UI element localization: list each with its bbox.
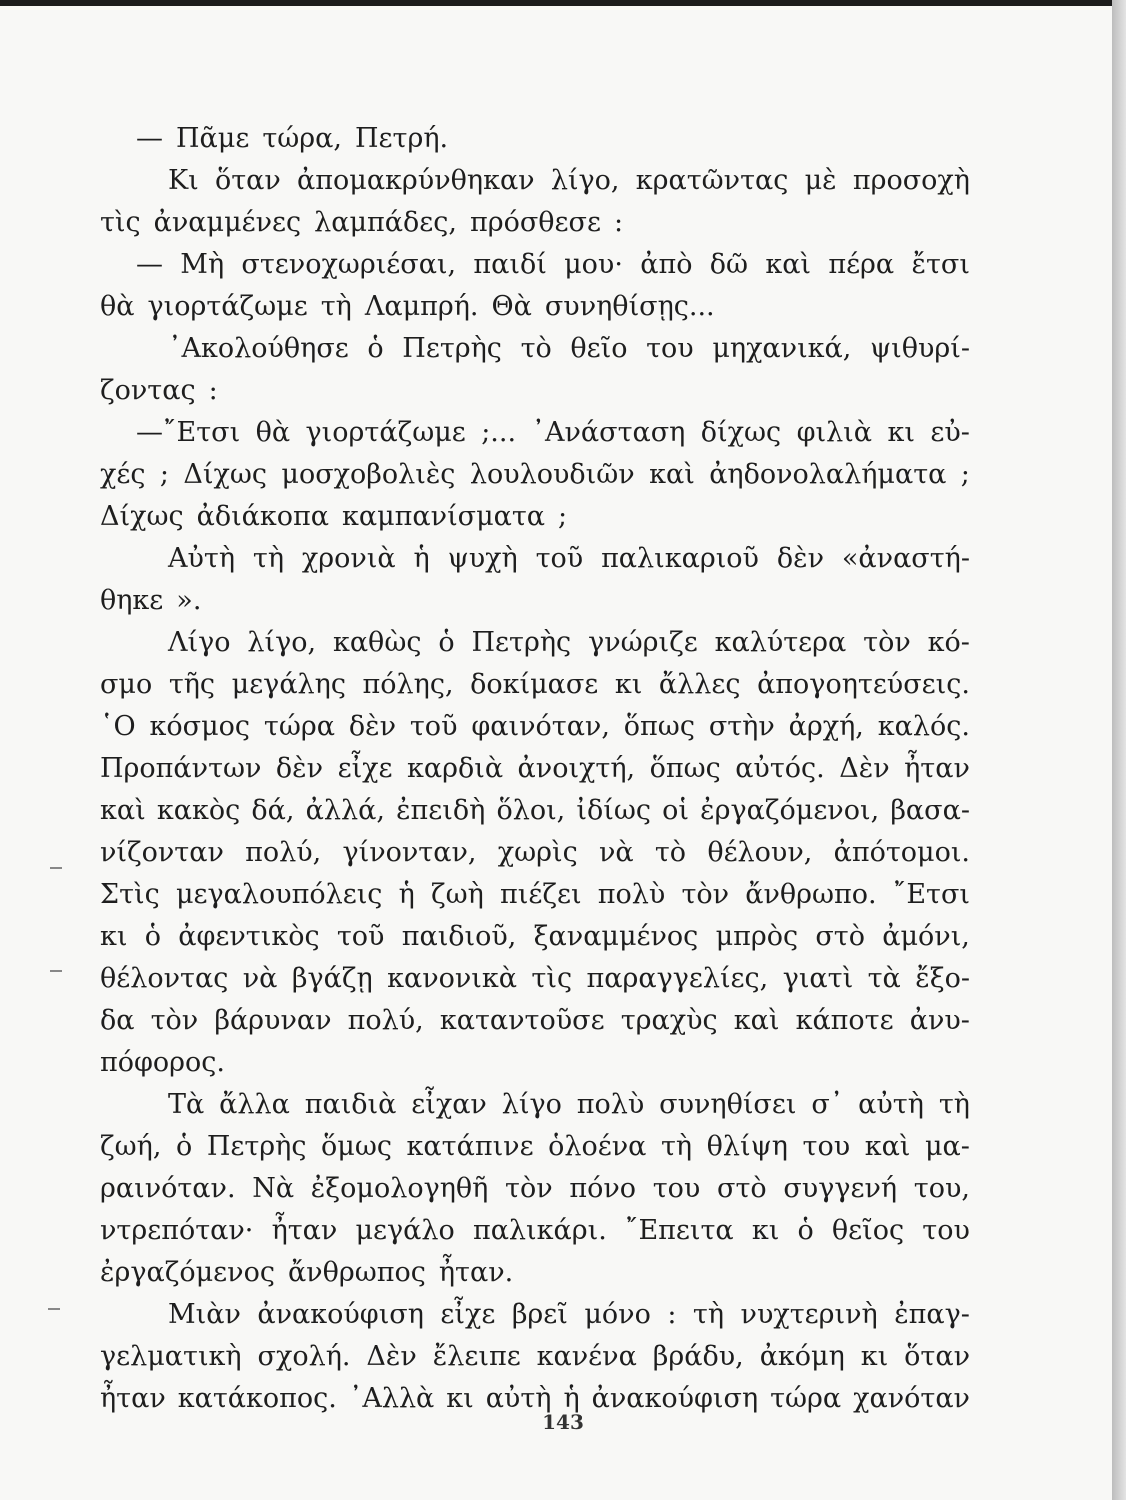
text-word: δα — [100, 1005, 135, 1036]
text-word: αὐτός. — [735, 753, 825, 784]
text-word: ὅπως — [623, 711, 695, 742]
text-word: στὸ — [815, 921, 865, 952]
text-line — [100, 1252, 970, 1294]
text-line — [100, 1294, 970, 1336]
text-word: τοῦ — [409, 711, 458, 742]
text-word: πιέζει — [500, 879, 582, 910]
text-word: χανόταν — [853, 1383, 970, 1414]
text-line — [100, 244, 970, 286]
text-word: ; — [960, 459, 970, 490]
text-word: «ἀναστή- — [841, 543, 970, 574]
text-word: Δὲν — [839, 753, 890, 784]
text-word: μου· — [564, 249, 623, 280]
text-word: τοῦ — [336, 921, 385, 952]
text-word: ὁ — [144, 921, 161, 952]
text-word: ὁ — [438, 627, 455, 658]
text-word: ῾Ο — [100, 711, 136, 742]
text-word: Μιὰν — [168, 1299, 241, 1330]
text-word: τὸν — [681, 879, 730, 910]
text-word: ἐργαζόμενος — [100, 1257, 275, 1288]
text-word: κό- — [927, 627, 970, 658]
text-word: παιδιοῦ, — [401, 921, 517, 952]
text-word: στὸ — [717, 1173, 767, 1204]
text-word: ἀπογοητεύσεις. — [757, 669, 970, 700]
text-word: γιορτάζωμε — [305, 417, 466, 448]
text-word: ἀναμμένες — [153, 207, 302, 238]
text-word: τὶς — [100, 207, 141, 238]
text-word: πολὺ — [597, 879, 666, 910]
text-word: στὴν — [708, 711, 775, 742]
text-word: Δὲν — [366, 1341, 417, 1372]
text-word: ζωὴ — [431, 879, 484, 910]
text-word: δοκίμασε — [470, 669, 599, 700]
text-word: ἰδίως — [576, 795, 651, 826]
text-word: θεῖο — [570, 333, 628, 364]
text-word: ἀμόνι, — [882, 921, 970, 952]
text-word: τῆς — [168, 669, 216, 700]
text-word: λουλουδιῶν — [469, 459, 635, 490]
text-line — [100, 790, 970, 832]
text-word: καὶ — [733, 1005, 780, 1036]
text-word: καὶ — [765, 249, 812, 280]
text-word: τὴ — [938, 1089, 970, 1120]
text-word: ἄνθρωπο. — [745, 879, 877, 910]
text-line — [100, 580, 970, 622]
text-word: δῶ — [709, 249, 749, 280]
text-word: κι — [860, 1341, 889, 1372]
text-word: μεγάλης — [231, 669, 346, 700]
text-word: τὸν — [863, 627, 911, 658]
text-word: Πᾶμε — [176, 123, 250, 154]
text-word: Λαμπρή. — [364, 291, 479, 322]
text-word: πολὺ — [576, 1089, 645, 1120]
text-word: βασα- — [890, 795, 970, 826]
text-line — [100, 370, 970, 412]
text-word: Πετρὴς — [402, 333, 502, 364]
text-line — [100, 706, 970, 748]
text-word: εἶχε — [440, 1299, 496, 1330]
text-word: σχολή. — [257, 1341, 351, 1372]
text-word: : — [613, 207, 624, 238]
text-word: Θὰ — [491, 291, 532, 322]
text-word: μὲ — [804, 165, 837, 196]
text-word: ἐπαγ- — [894, 1299, 970, 1330]
text-word: κι — [614, 669, 643, 700]
text-word: φιλιὰ — [796, 417, 873, 448]
text-word: ζωή, — [100, 1131, 162, 1162]
text-word: συνηθίσει — [659, 1089, 797, 1120]
text-word: κατάπινε — [406, 1131, 534, 1162]
text-line — [100, 874, 970, 916]
text-word: παραγγελίες, — [586, 963, 769, 994]
text-word: κανονικὰ — [387, 963, 517, 994]
text-word: γίνονταν, — [342, 837, 477, 868]
text-word: τὸν — [150, 1005, 199, 1036]
text-word: καὶ — [649, 459, 695, 490]
text-word: δὲν — [776, 543, 825, 574]
text-word: οἱ — [662, 795, 689, 826]
text-word: ἀνακούφιση — [591, 1383, 759, 1414]
text-word: ἡ — [413, 543, 430, 574]
text-word: Πετρὴς — [206, 1131, 307, 1162]
text-word: ἄνθρωπος — [287, 1257, 426, 1288]
text-line — [100, 1168, 970, 1210]
text-line — [100, 1042, 970, 1084]
text-word: παιδιὰ — [304, 1089, 397, 1120]
text-line — [100, 1126, 970, 1168]
text-word: θέλουν, — [707, 837, 813, 868]
margin-mark — [50, 867, 62, 869]
text-word: ὅταν — [214, 165, 281, 196]
text-word: ἄλλα — [219, 1089, 290, 1120]
text-word: σμο — [100, 669, 153, 700]
text-word: βάρυναν — [214, 1005, 332, 1036]
body-text — [100, 118, 970, 1420]
text-line — [100, 958, 970, 1000]
text-word: συγγενή — [783, 1173, 898, 1204]
text-word: : — [208, 375, 218, 406]
text-word: ἔλειπε — [432, 1341, 521, 1372]
text-word: ἡ — [398, 879, 415, 910]
text-word: κόσμος — [149, 711, 251, 742]
text-word: θὰ — [255, 417, 291, 448]
text-word: Πετρή. — [354, 123, 449, 154]
text-word: Αὐτὴ — [168, 543, 236, 574]
page-edge — [1112, 0, 1126, 1500]
text-line — [100, 1336, 970, 1378]
text-word: Πετρὴς — [471, 627, 572, 658]
text-word: ;... — [481, 417, 517, 448]
text-word: ὅμως — [321, 1131, 392, 1162]
text-word: ἐξομολογηθῆ — [310, 1173, 489, 1204]
margin-mark — [50, 970, 62, 972]
text-word: τὰ — [867, 963, 901, 994]
text-word: τὸ — [654, 837, 687, 868]
text-word: μα- — [924, 1131, 970, 1162]
text-word: γιορτάζωμε — [147, 291, 308, 322]
text-word: λαμπάδες, — [314, 207, 457, 238]
text-word: νὰ — [598, 837, 634, 868]
text-word: ἀνακούφιση — [257, 1299, 424, 1330]
text-word: καρδιὰ — [407, 753, 504, 784]
text-word: μεγάλο — [355, 1215, 455, 1246]
text-line — [100, 748, 970, 790]
text-word: ᾿Ανάσταση — [531, 417, 686, 448]
text-word: πόλης, — [362, 669, 454, 700]
text-word: του — [646, 333, 694, 364]
page-number: 143 — [542, 1410, 584, 1434]
text-word: — — [136, 123, 163, 154]
text-word: κι — [751, 1215, 780, 1246]
text-word: αὐτὴ — [858, 1089, 924, 1120]
text-word: ὁλοένα — [548, 1131, 647, 1162]
text-word: ὅλοι, — [496, 795, 566, 826]
text-word: τὸ — [520, 333, 552, 364]
text-word: ». — [176, 585, 202, 616]
text-word: ξαναμμένος — [533, 921, 699, 952]
text-word: ἐπειδὴ — [396, 795, 486, 826]
text-word: κάποτε — [795, 1005, 894, 1036]
text-word: αὐτὴ — [485, 1383, 552, 1414]
text-word: πόφορος. — [100, 1047, 225, 1078]
text-word: κανένα — [536, 1341, 637, 1372]
text-word: θηκε — [100, 585, 164, 616]
text-line — [100, 412, 970, 454]
text-word: βγάζῃ — [291, 963, 373, 994]
text-word: πολύ, — [245, 837, 322, 868]
text-word: κι — [887, 417, 915, 448]
text-word: τώρα — [770, 1383, 842, 1414]
text-word: θὰ — [100, 291, 135, 322]
text-word: σ᾿ — [811, 1089, 844, 1120]
text-word: δὲν — [275, 753, 324, 784]
text-word: τοῦ — [535, 543, 584, 574]
text-word: γνώριζε — [588, 627, 698, 658]
text-word: ᾿Ακολούθησε — [168, 333, 349, 364]
text-word: μεγαλουπόλεις — [175, 879, 383, 910]
text-line — [100, 1210, 970, 1252]
text-word: δίχως — [700, 417, 782, 448]
text-word: γελματικὴ — [100, 1341, 242, 1372]
text-word: ἀδιάκοπα — [196, 501, 330, 532]
text-word: βράδυ, — [652, 1341, 744, 1372]
text-word: τὴ — [660, 1131, 693, 1162]
text-line — [100, 286, 970, 328]
text-word: του, — [913, 1173, 970, 1204]
text-word: ἀπὸ — [640, 249, 693, 280]
text-word: ῎Ετσι — [892, 879, 970, 910]
text-word: ; — [558, 501, 568, 532]
text-word: του — [802, 1131, 851, 1162]
text-word: προσοχὴ — [852, 165, 970, 196]
text-word: ἦταν — [904, 753, 970, 784]
text-word: Μὴ — [180, 249, 225, 280]
text-line — [100, 454, 970, 496]
text-word: δά, — [251, 795, 295, 826]
text-word: μπρὸς — [715, 921, 799, 952]
text-word: φαινόταν, — [471, 711, 610, 742]
text-word: ψιθυρί- — [869, 333, 970, 364]
text-word: ὁ — [367, 333, 384, 364]
text-word: ἀπομακρύνθηκαν — [297, 165, 535, 196]
text-word: ᾿Αλλὰ — [348, 1383, 435, 1414]
text-word: ἀνοιχτή, — [517, 753, 636, 784]
text-line — [100, 1084, 970, 1126]
text-line — [100, 328, 970, 370]
text-word: —῎Ετσι — [136, 417, 241, 448]
text-word: εἶχε — [337, 753, 393, 784]
text-word: χρονιὰ — [301, 543, 396, 574]
text-word: θλίψη — [706, 1131, 788, 1162]
text-line — [100, 538, 970, 580]
text-word: ὅπως — [649, 753, 721, 784]
text-word: ἡ — [563, 1383, 580, 1414]
text-word: καὶ — [100, 795, 146, 826]
text-word: δὲν — [348, 711, 396, 742]
text-word: Τὰ — [168, 1089, 205, 1120]
text-word: κι — [100, 921, 128, 952]
text-line — [100, 916, 970, 958]
text-word: τώρα, — [262, 123, 342, 154]
text-word: Νὰ — [252, 1173, 295, 1204]
text-word: νὰ — [242, 963, 278, 994]
text-word: ὁ — [175, 1131, 193, 1162]
text-word: παλικάρι. — [472, 1215, 607, 1246]
text-word: νυχτερινὴ — [740, 1299, 878, 1330]
text-word: τὴ — [692, 1299, 725, 1330]
text-word: κακὸς — [156, 795, 241, 826]
margin-mark — [48, 1308, 60, 1310]
text-word: Δίχως — [183, 459, 267, 490]
text-word: ἔτσι — [911, 249, 970, 280]
text-word: στενοχωριέσαι, — [241, 249, 457, 280]
text-line — [100, 832, 970, 874]
text-word: τὶς — [531, 963, 573, 994]
text-word: Κι — [168, 165, 199, 196]
text-line — [100, 202, 970, 244]
text-word: λίγο — [501, 1089, 562, 1120]
text-word: καμπανίσματα — [342, 501, 546, 532]
text-word: μηχανικά, — [712, 333, 852, 364]
text-word: ἀρχή, — [788, 711, 864, 742]
text-line — [100, 664, 970, 706]
text-word: ντρεπόταν· — [100, 1215, 254, 1246]
text-word: ἄλλες — [658, 669, 741, 700]
text-word: του — [652, 1173, 701, 1204]
text-word: ὁ — [797, 1215, 814, 1246]
text-line — [100, 622, 970, 664]
text-word: μόνο — [584, 1299, 651, 1330]
text-word: του — [922, 1215, 970, 1246]
text-word: κατάκοπος. — [177, 1383, 337, 1414]
text-word: Προπάντων — [100, 753, 262, 784]
text-word: ἐργαζόμενοι, — [700, 795, 880, 826]
text-word: καταντοῦσε — [439, 1005, 605, 1036]
text-word: θεῖος — [831, 1215, 905, 1246]
text-word: ψυχὴ — [447, 543, 518, 574]
text-word: λίγο, — [247, 627, 317, 658]
text-word: πόνο — [569, 1173, 637, 1204]
text-word: συνηθίσῃς... — [544, 291, 715, 322]
text-word: ἀφεντικὸς — [178, 921, 320, 952]
text-word: τώρα — [263, 711, 335, 742]
text-word: ἀνυ- — [909, 1005, 970, 1036]
text-word: ἦταν — [100, 1383, 166, 1414]
text-word: ἦταν — [271, 1215, 338, 1246]
text-word: ἦταν. — [438, 1257, 514, 1288]
text-word: τὴ — [252, 543, 285, 574]
text-word: χές — [100, 459, 146, 490]
text-line — [100, 496, 970, 538]
text-word: ραινόταν. — [100, 1173, 236, 1204]
text-word: τραχὺς — [620, 1005, 718, 1036]
text-word: ἀπότομοι. — [833, 837, 970, 868]
text-word: μοσχοβολιὲς — [281, 459, 456, 490]
text-word: εἶχαν — [411, 1089, 487, 1120]
text-word: ἔξο- — [915, 963, 970, 994]
text-word: Δίχως — [100, 501, 184, 532]
text-word: πρόσθεσε — [469, 207, 601, 238]
text-word: καθὼς — [332, 627, 422, 658]
text-word: ἀλλά, — [305, 795, 385, 826]
text-word: βρεῖ — [511, 1299, 568, 1330]
text-word: πέρα — [828, 249, 895, 280]
text-word: καλύτερα — [714, 627, 847, 658]
text-word: ; — [159, 459, 169, 490]
text-word: κι — [446, 1383, 474, 1414]
text-word: Στὶς — [100, 879, 160, 910]
text-word: παιδί — [473, 249, 547, 280]
text-word: τὴ — [320, 291, 352, 322]
text-word: Λίγο — [168, 627, 231, 658]
text-word: γιατὶ — [782, 963, 854, 994]
text-word: : — [667, 1299, 677, 1330]
text-word: νίζονταν — [100, 837, 224, 868]
text-word: λίγο, — [550, 165, 620, 196]
text-line — [100, 118, 970, 160]
text-word: χωρὶς — [497, 837, 578, 868]
text-word: ῎Επειτα — [624, 1215, 734, 1246]
text-word: ἀηδονολαλήματα — [709, 459, 947, 490]
text-word: τὸν — [505, 1173, 553, 1204]
text-word: πολύ, — [347, 1005, 424, 1036]
text-word: καλός. — [877, 711, 970, 742]
text-line — [100, 1000, 970, 1042]
text-word: ἀκόμη — [759, 1341, 845, 1372]
text-word: θέλοντας — [100, 963, 229, 994]
text-word: παλικαριοῦ — [601, 543, 759, 574]
text-word: κρατῶντας — [635, 165, 789, 196]
text-word: — — [136, 249, 163, 280]
text-word: ζοντας — [100, 375, 196, 406]
text-word: καὶ — [864, 1131, 911, 1162]
text-word: ὅταν — [904, 1341, 970, 1372]
text-word: εὐ- — [930, 417, 970, 448]
text-line — [100, 160, 970, 202]
